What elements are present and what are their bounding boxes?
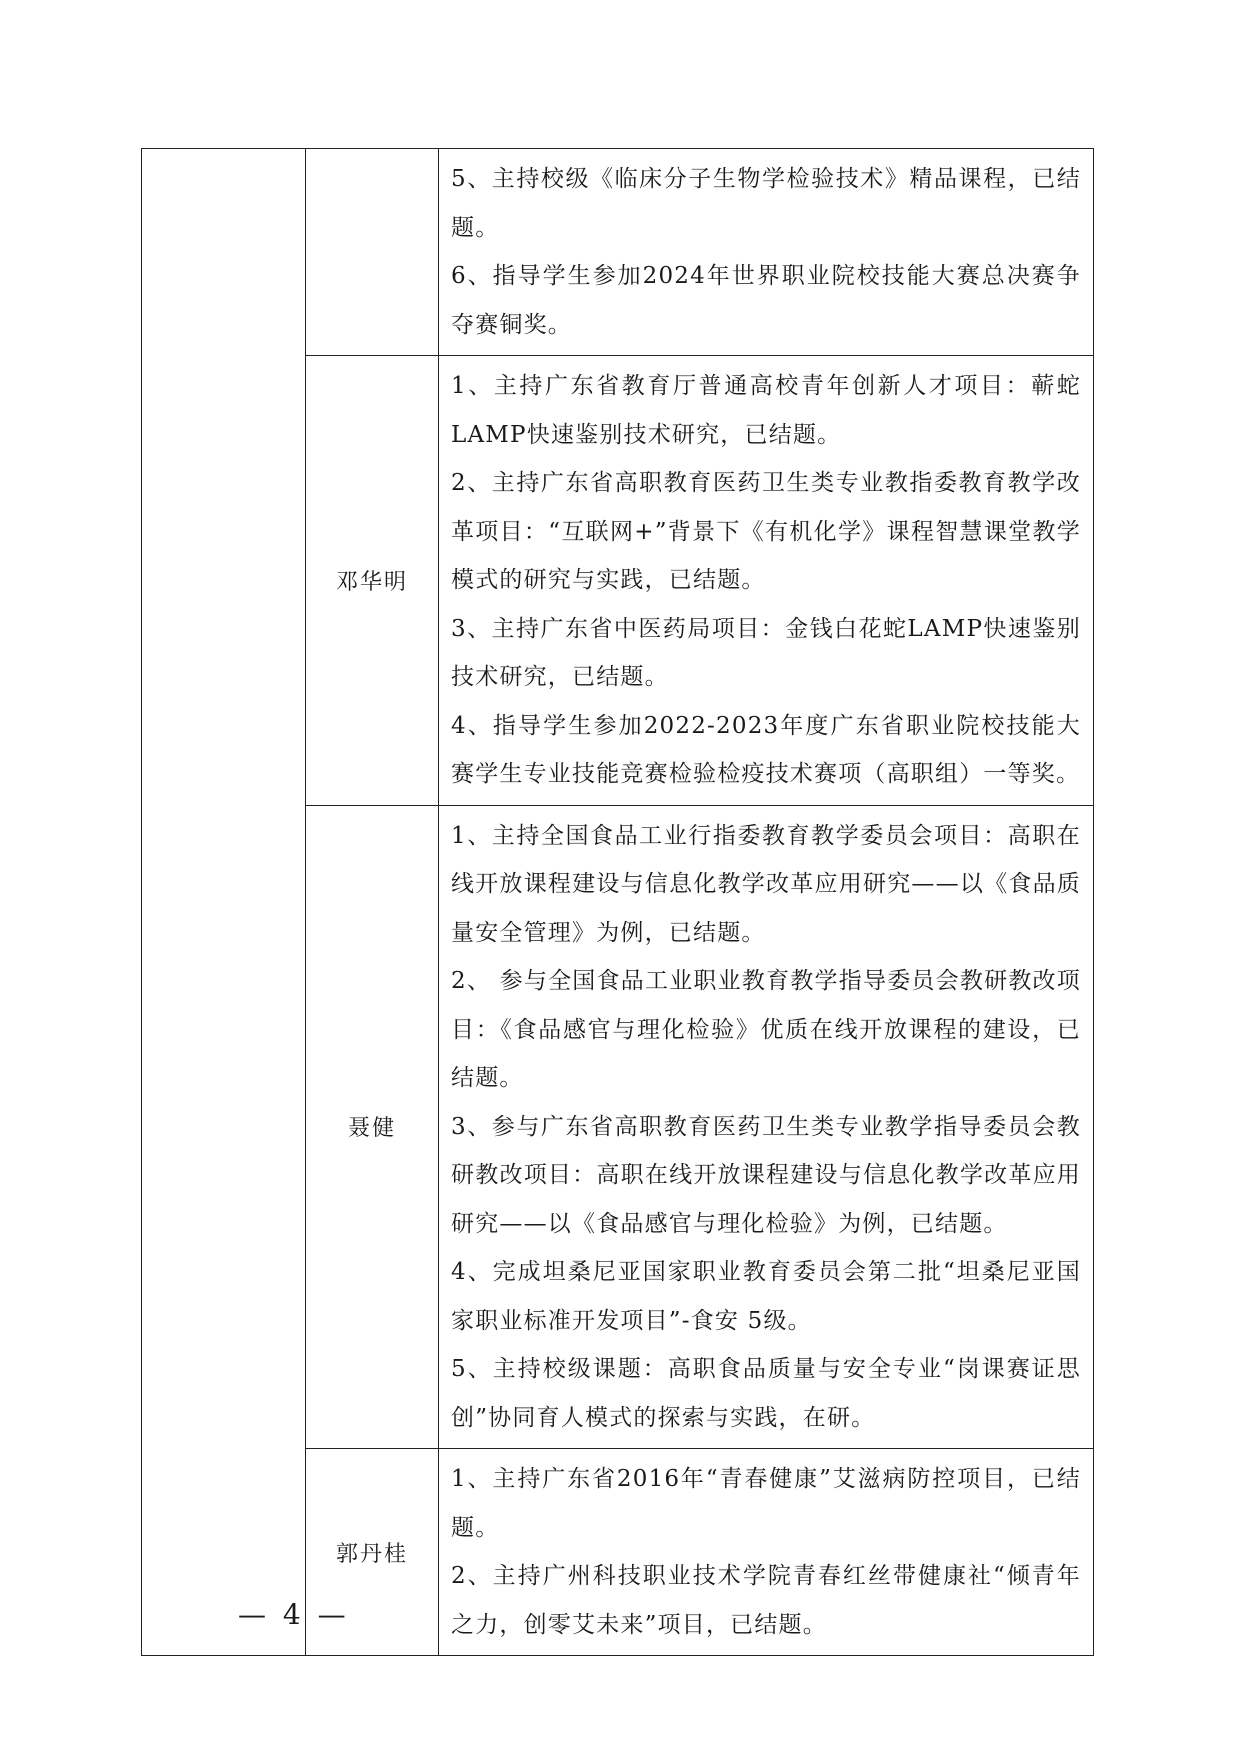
page-number: — 4 —	[238, 1598, 350, 1631]
project-item: 5、主持校级课题：高职食品质量与安全专业“岗课赛证思创”协同育人模式的探索与实践，在研。	[451, 1356, 1081, 1431]
project-table	[141, 148, 1094, 1656]
project-list-cell	[439, 1449, 1094, 1656]
person-name-cell: 邓华明	[306, 356, 439, 806]
project-list-cell	[439, 805, 1094, 1449]
project-list-cell	[439, 356, 1094, 806]
project-list-cell	[439, 149, 1094, 356]
project-item: 2、 参与全国食品工业职业教育教学指导委员会教研教改项目：《食品感官与理化检验》优质在线开放课程的建设，已结题。	[451, 968, 1081, 1091]
project-item: 3、主持广东省中医药局项目：金钱白花蛇LAMP快速鉴别技术研究，已结题。	[451, 615, 1081, 690]
project-item: 4、完成坦桑尼亚国家职业教育委员会第二批“坦桑尼亚国家职业标准开发项目”-食安 5级。	[451, 1259, 1081, 1334]
person-name-cell: 聂健	[306, 805, 439, 1449]
project-item: 1、主持广东省教育厅普通高校青年创新人才项目：蕲蛇LAMP快速鉴别技术研究，已结题。	[451, 373, 1081, 448]
table-row	[142, 149, 1094, 356]
project-item: 1、主持广东省2016年“青春健康”艾滋病防控项目，已结题。	[451, 1466, 1081, 1541]
project-item: 5、主持校级《临床分子生物学检验技术》精品课程，已结题。	[451, 166, 1081, 241]
person-name-cell: 郭丹桂	[306, 1449, 439, 1656]
project-item: 4、指导学生参加2022-2023年度广东省职业院校技能大赛学生专业技能竞赛检验检疫技术赛项（高职组）一等奖。	[451, 712, 1081, 787]
project-item: 3、参与广东省高职教育医药卫生类专业教学指导委员会教研教改项目：高职在线开放课程建设与信息化教学改革应用研究——以《食品感官与理化检验》为例，已结题。	[451, 1113, 1081, 1237]
project-item: 2、主持广州科技职业技术学院青春红丝带健康社“倾青年之力，创零艾未来”项目，已结题。	[451, 1563, 1081, 1638]
project-item: 1、主持全国食品工业行指委教育教学委员会项目：高职在线开放课程建设与信息化教学改革应用研究——以《食品质量安全管理》为例，已结题。	[451, 822, 1081, 946]
project-item: 2、主持广东省高职教育医药卫生类专业教指委教育教学改革项目：“互联网+”背景下《有机化学》课程智慧课堂教学模式的研究与实践，已结题。	[451, 470, 1081, 593]
category-cell	[142, 149, 306, 1656]
project-item: 6、指导学生参加2024年世界职业院校技能大赛总决赛争夺赛铜奖。	[451, 263, 1081, 338]
person-name-cell	[306, 149, 439, 356]
